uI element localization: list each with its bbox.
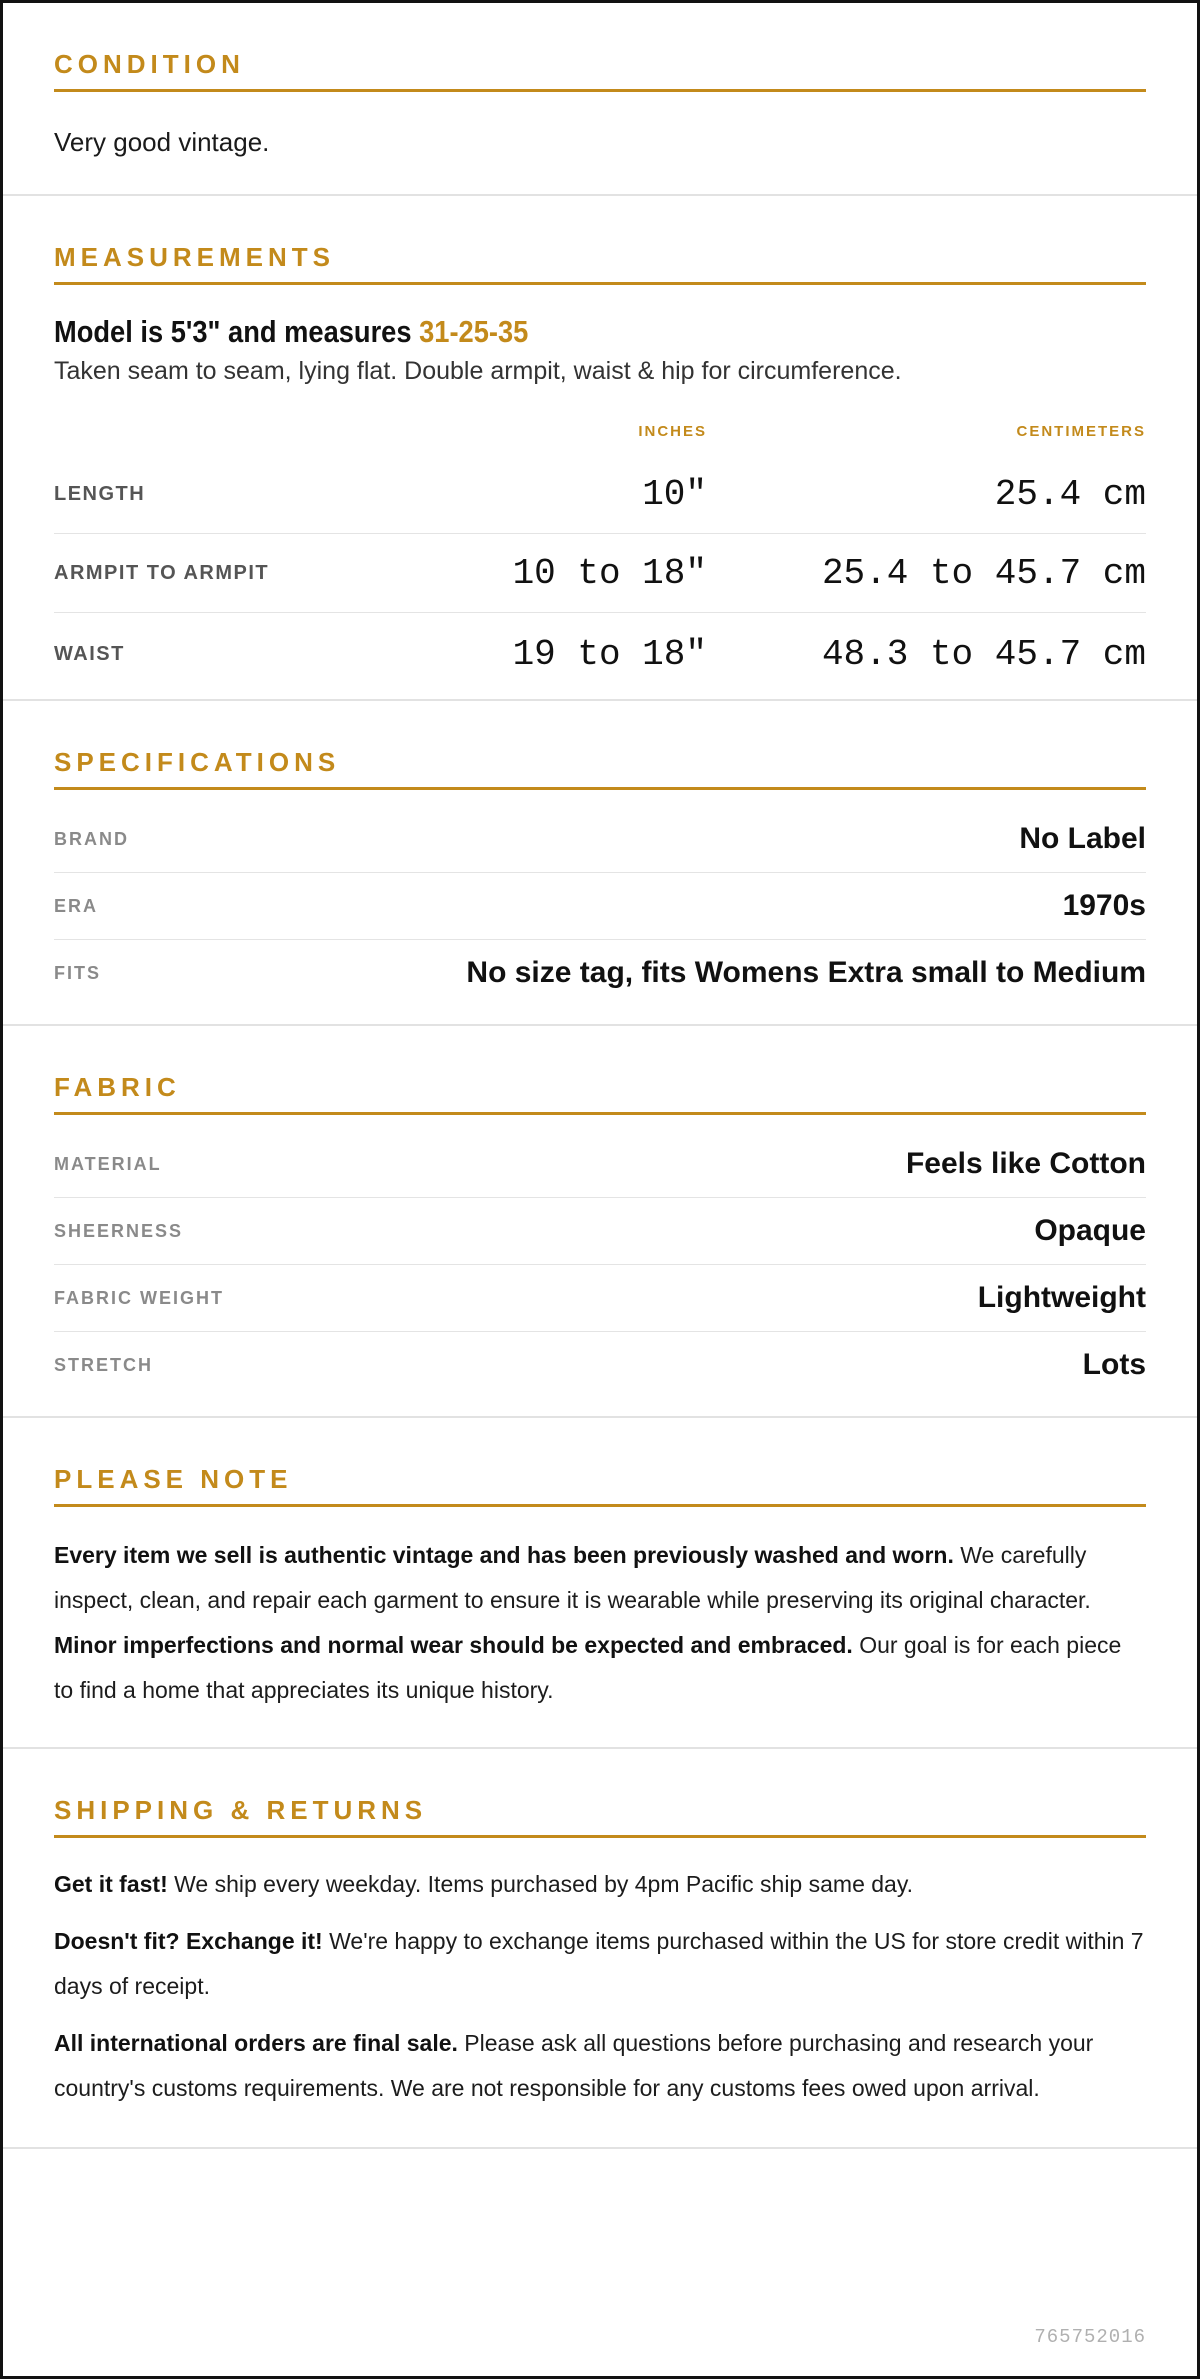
fabric-value: Lots [1082, 1348, 1146, 1381]
shipping-body [54, 1838, 1146, 2147]
spec-value: 1970s [1062, 889, 1146, 922]
specifications-section [3, 701, 1197, 1026]
measurement-cm: 25.4 cm [994, 473, 1146, 515]
please-note-body [54, 1507, 1146, 1747]
measurement-row-waist [54, 613, 1146, 695]
fabric-section [3, 1026, 1197, 1418]
fabric-value: Lightweight [977, 1281, 1146, 1314]
shipping-paragraph-exchange [54, 1919, 1146, 2009]
measurement-cm: 25.4 to 45.7 cm [821, 552, 1146, 594]
measurement-inches: 10 to 18" [512, 552, 707, 594]
model-measurements-value: 31-25-35 [419, 314, 529, 349]
fabric-value: Feels like Cotton [905, 1147, 1146, 1180]
model-measurements [54, 285, 1015, 351]
shipping-bold-exchange: Doesn't fit? Exchange it! [54, 1928, 323, 1954]
measurement-label: WAIST [54, 642, 125, 665]
shipping-paragraph-fast [54, 1862, 1146, 1907]
measurement-row-length [54, 455, 1146, 534]
specifications-list [54, 790, 1146, 1024]
measurement-row-armpit [54, 534, 1146, 613]
fabric-row-sheerness [54, 1198, 1146, 1265]
item-id: 765752016 [1034, 2326, 1146, 2348]
spec-value: No Label [1019, 822, 1146, 855]
note-bold-imperfections: Minor imperfections and normal wear should be expected and embraced. [54, 1632, 853, 1658]
section-title-please-note: PLEASE NOTE [54, 1418, 1146, 1507]
section-title-shipping: SHIPPING & RETURNS [54, 1749, 1146, 1838]
note-bold-authentic: Every item we sell is authentic vintage and has been previously washed and worn. [54, 1542, 954, 1568]
please-note-section [3, 1418, 1197, 1749]
shipping-bold-fast: Get it fast! [54, 1871, 168, 1897]
spec-value: No size tag, fits Womens Extra small to Medium [466, 956, 1146, 989]
spec-row-era [54, 873, 1146, 940]
fabric-row-material [54, 1131, 1146, 1198]
spec-row-fits [54, 940, 1146, 1006]
spec-key: FITS [54, 962, 101, 983]
fabric-list [54, 1115, 1146, 1416]
measurement-inches: 19 to 18" [512, 633, 707, 675]
note-text-inspect: We carefully inspect, clean, and repair each garment to ensure it is wearable while preserving its original character. [54, 1542, 1091, 1613]
shipping-paragraph-international [54, 2021, 1146, 2111]
fabric-key: FABRIC WEIGHT [54, 1287, 224, 1308]
measurements-section [3, 196, 1197, 701]
column-header-centimeters: CENTIMETERS [1016, 423, 1146, 440]
measurement-method-note: Taken seam to seam, lying flat. Double armpit, waist & hip for circumference. [54, 357, 902, 385]
shipping-text-exchange: We're happy to exchange items purchased within the US for store credit within 7 days of receipt. [54, 1928, 1144, 1999]
spec-key: BRAND [54, 828, 129, 849]
condition-text: Very good vintage. [54, 127, 270, 157]
header-spacer [54, 423, 407, 443]
measurement-label: LENGTH [54, 482, 146, 505]
note-text-goal: Our goal is for each piece to find a home that appreciates its unique history. [54, 1632, 1122, 1703]
fabric-key: STRETCH [54, 1354, 153, 1375]
section-title-condition: CONDITION [54, 3, 1146, 92]
model-measurements-prefix: Model is 5'3" and measures [54, 314, 420, 349]
fabric-key: MATERIAL [54, 1153, 162, 1174]
measurement-table-header [54, 387, 1146, 443]
fabric-row-stretch [54, 1332, 1146, 1398]
condition-section [3, 3, 1197, 196]
spec-row-brand [54, 806, 1146, 873]
section-title-fabric: FABRIC [54, 1026, 1146, 1115]
fabric-row-weight [54, 1265, 1146, 1332]
measurement-label: ARMPIT TO ARMPIT [54, 561, 270, 584]
spec-key: ERA [54, 895, 99, 916]
shipping-returns-section [3, 1749, 1197, 2149]
shipping-bold-international: All international orders are final sale. [54, 2030, 458, 2056]
measurement-table [54, 443, 1146, 699]
fabric-key: SHEERNESS [54, 1220, 184, 1241]
fabric-value: Opaque [1034, 1214, 1146, 1247]
measurement-cm: 48.3 to 45.7 cm [821, 633, 1146, 675]
shipping-text-fast: We ship every weekday. Items purchased by 4pm Pacific ship same day. [167, 1871, 914, 1897]
shipping-text-international: Please ask all questions before purchasing and research your country's customs requirements. We are not responsible for any customs fees owed upon arrival. [54, 2030, 1094, 2101]
section-title-measurements: MEASUREMENTS [54, 196, 1146, 285]
please-note-paragraph [54, 1533, 1146, 1713]
section-title-specifications: SPECIFICATIONS [54, 701, 1146, 790]
measurement-inches: 10" [642, 473, 707, 515]
column-header-inches: INCHES [638, 423, 707, 440]
